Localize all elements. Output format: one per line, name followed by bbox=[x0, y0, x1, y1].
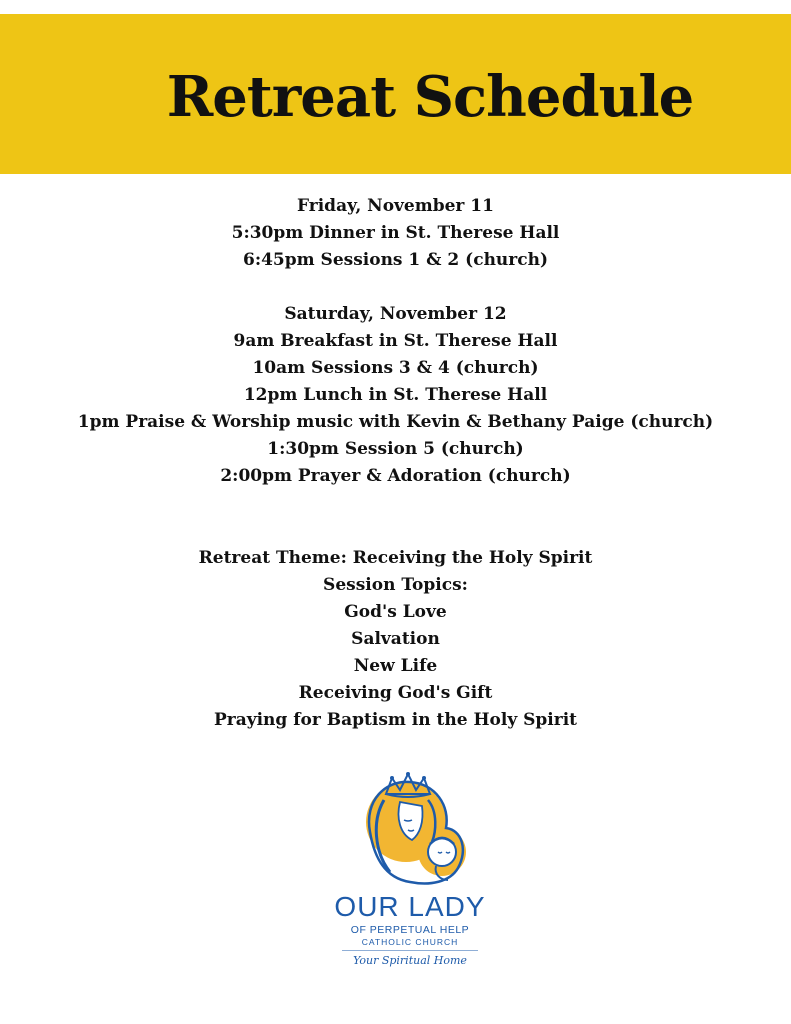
logo-tagline: Your Spiritual Home bbox=[353, 954, 467, 967]
title-banner bbox=[0, 14, 791, 174]
day-heading: Friday, November 11 bbox=[297, 196, 494, 216]
schedule-item: 12pm Lunch in St. Therese Hall bbox=[243, 385, 548, 405]
church-logo bbox=[320, 772, 500, 982]
topic-item: God's Love bbox=[344, 602, 447, 622]
logo-divider bbox=[342, 950, 478, 951]
schedule-item: 9am Breakfast in St. Therese Hall bbox=[233, 331, 558, 351]
schedule-item: 5:30pm Dinner in St. Therese Hall bbox=[231, 223, 560, 243]
topic-item: Salvation bbox=[351, 629, 440, 649]
topic-item: Praying for Baptism in the Holy Spirit bbox=[213, 710, 578, 730]
topic-item: New Life bbox=[353, 656, 438, 676]
schedule-item: 10am Sessions 3 & 4 (church) bbox=[252, 358, 539, 378]
logo-subtitle-2: CATHOLIC CHURCH bbox=[361, 937, 459, 947]
schedule-item: 2:00pm Prayer & Adoration (church) bbox=[220, 466, 571, 486]
friday-schedule bbox=[0, 193, 791, 274]
topics-label: Session Topics: bbox=[323, 575, 468, 595]
topic-item: Receiving God's Gift bbox=[298, 683, 493, 703]
page-title: Retreat Schedule bbox=[166, 64, 694, 130]
schedule-item: 1:30pm Session 5 (church) bbox=[267, 439, 524, 459]
madonna-and-child-icon bbox=[350, 772, 470, 890]
theme-line: Retreat Theme: Receiving the Holy Spirit bbox=[198, 548, 593, 568]
day-heading: Saturday, November 12 bbox=[284, 304, 507, 324]
logo-subtitle: OF PERPETUAL HELP bbox=[350, 924, 470, 936]
logo-name: OUR LADY bbox=[334, 891, 486, 922]
saturday-schedule bbox=[0, 301, 791, 490]
schedule-item: 6:45pm Sessions 1 & 2 (church) bbox=[242, 250, 549, 270]
retreat-theme bbox=[0, 545, 791, 734]
schedule-item: 1pm Praise & Worship music with Kevin & Bethany Paige (church) bbox=[77, 412, 714, 432]
